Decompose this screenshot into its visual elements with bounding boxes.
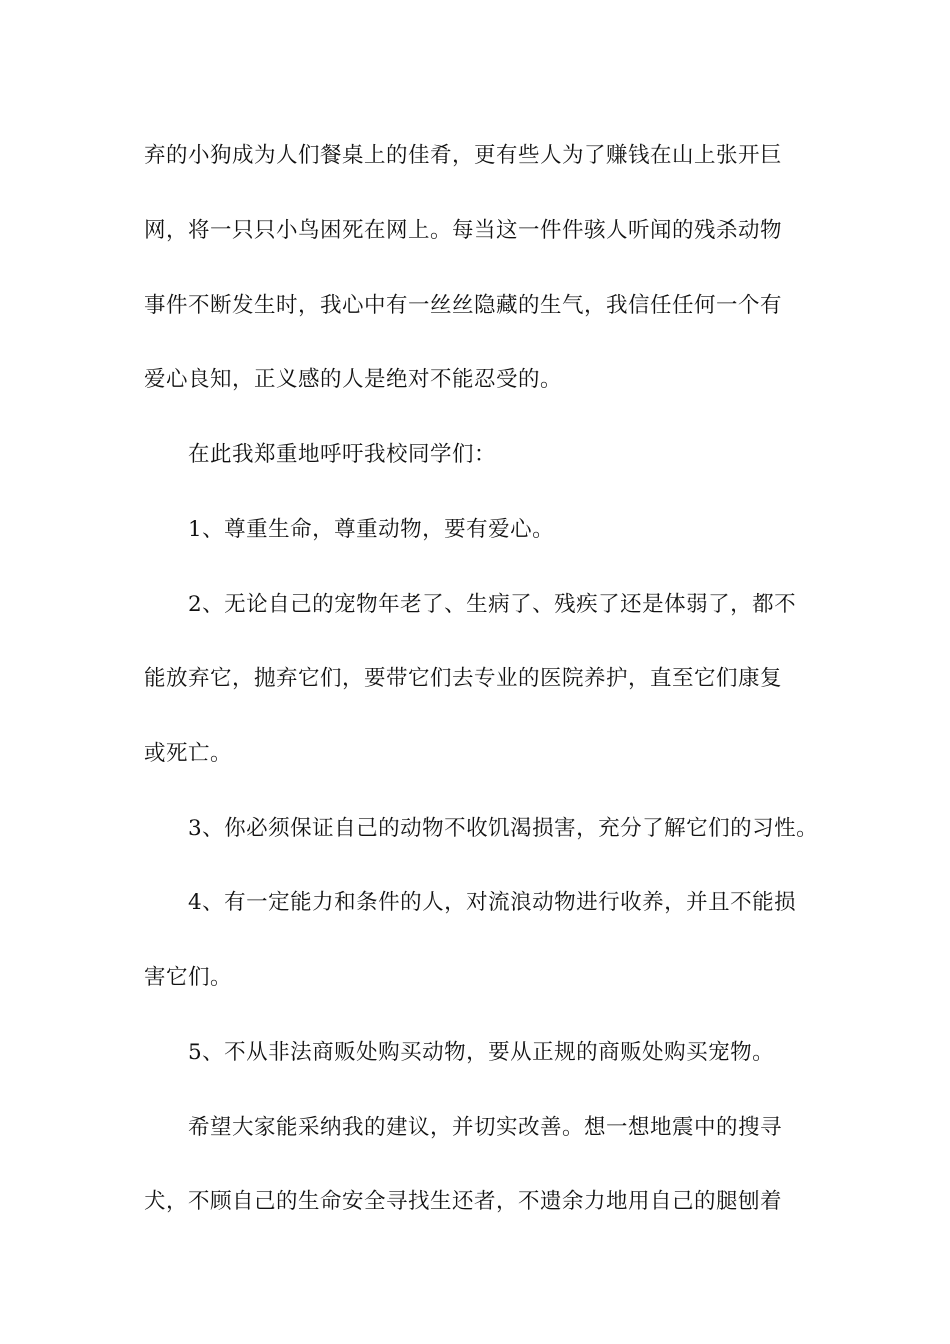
paragraph-line: 希望大家能采纳我的建议，并切实改善。想一想地震中的搜寻 bbox=[188, 1115, 783, 1140]
list-item: 3、你必须保证自己的动物不收饥渴损害，充分了解它们的习性。 bbox=[188, 816, 819, 841]
paragraph-line: 犬，不顾自己的生命安全寻找生还者，不遗余力地用自己的腿刨着 bbox=[144, 1189, 783, 1214]
paragraph-line: 事件不断发生时，我心中有一丝丝隐藏的生气，我信任任何一个有 bbox=[144, 293, 783, 318]
list-item: 1、尊重生命，尊重动物，要有爱心。 bbox=[188, 517, 555, 542]
paragraph-line: 在此我郑重地呼吁我校同学们： bbox=[188, 442, 497, 467]
paragraph-line: 或死亡。 bbox=[144, 741, 233, 766]
list-item: 2、无论自己的宠物年老了、生病了、残疾了还是体弱了，都不 bbox=[188, 592, 797, 617]
paragraph-line: 弃的小狗成为人们餐桌上的佳肴，更有些人为了赚钱在山上张开巨 bbox=[144, 143, 783, 168]
paragraph-line: 网，将一只只小鸟困死在网上。每当这一件件骇人听闻的残杀动物 bbox=[144, 218, 783, 243]
list-item: 4、有一定能力和条件的人，对流浪动物进行收养，并且不能损 bbox=[188, 890, 797, 915]
list-item: 5、不从非法商贩处购买动物，要从正规的商贩处购买宠物。 bbox=[188, 1040, 775, 1065]
paragraph-line: 爱心良知，正义感的人是绝对不能忍受的。 bbox=[144, 367, 563, 392]
paragraph-line: 能放弃它，抛弃它们，要带它们去专业的医院养护，直至它们康复 bbox=[144, 666, 783, 691]
paragraph-line: 害它们。 bbox=[144, 965, 233, 990]
